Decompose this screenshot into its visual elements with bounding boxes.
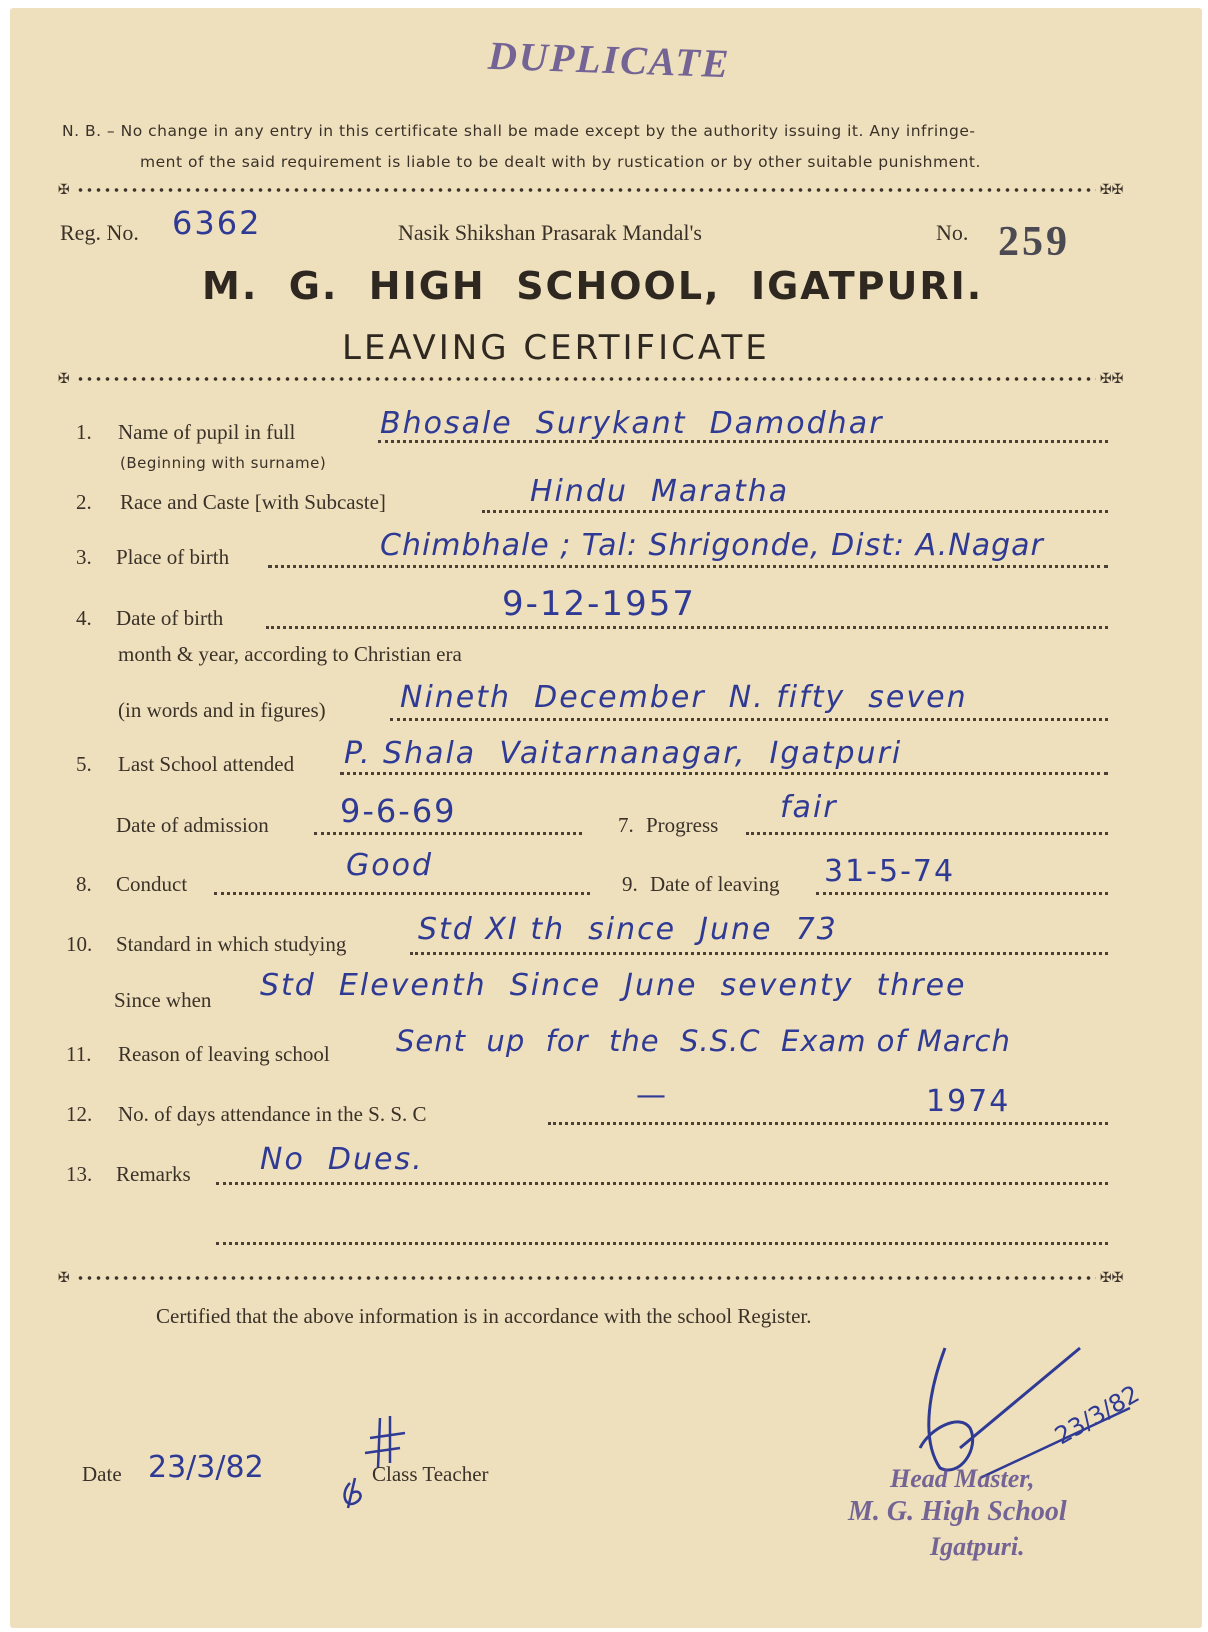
certificate-title: LEAVING CERTIFICATE bbox=[342, 328, 770, 368]
field-7-line bbox=[746, 832, 1108, 835]
field-6-label: Date of admission bbox=[116, 813, 269, 837]
ornament-rule-mid bbox=[76, 375, 1096, 383]
field-10-since-value: Std Eleventh Since June seventy three bbox=[260, 968, 967, 1003]
field-12-year: 1974 bbox=[926, 1084, 1011, 1119]
field-9-value: 31-5-74 bbox=[824, 854, 956, 889]
field-5-label: Last School attended bbox=[118, 752, 295, 776]
field-4-words-line bbox=[390, 718, 1108, 721]
field-8-value: Good bbox=[346, 848, 433, 883]
field-9-label: Date of leaving bbox=[650, 872, 780, 896]
field-10-line bbox=[410, 952, 1108, 955]
field-5-number: 5. bbox=[76, 752, 92, 776]
field-3-label: Place of birth bbox=[116, 545, 230, 569]
field-11-label: Reason of leaving school bbox=[118, 1042, 330, 1066]
field-3-number: 3. bbox=[76, 545, 92, 569]
duplicate-stamp: DUPLICATE bbox=[487, 32, 732, 87]
field-1-number: 1. bbox=[76, 420, 92, 444]
field-8-line bbox=[214, 892, 590, 895]
certification-statement: Certified that the above information is in accordance with the school Register. bbox=[156, 1304, 812, 1328]
field-10-label: Standard in which studying bbox=[116, 932, 347, 956]
field-13-line bbox=[216, 1182, 1108, 1185]
field-12-line bbox=[548, 1122, 1108, 1125]
nb-line-1: N. B. – No change in any entry in this certificate shall be made except by the authority issuing it. Any infringe- bbox=[62, 122, 976, 140]
field-13-value: No Dues. bbox=[260, 1142, 424, 1177]
remarks-extra-line bbox=[216, 1242, 1108, 1245]
field-4-label: Date of birth bbox=[116, 606, 224, 630]
field-12-value: — bbox=[636, 1078, 668, 1113]
stamp-head-master: Head Master, bbox=[890, 1464, 1035, 1493]
cert-no-value: 259 bbox=[998, 219, 1070, 265]
field-5-line bbox=[340, 772, 1108, 775]
head-master-date: 23/3/82 bbox=[1050, 1379, 1145, 1451]
school-name: M. G. HIGH SCHOOL, IGATPURI. bbox=[202, 264, 984, 308]
stamp-school-name: M. G. High School bbox=[848, 1496, 1067, 1527]
field-4-line bbox=[266, 626, 1108, 629]
field-4-words: Nineth December N. fifty seven bbox=[400, 680, 968, 715]
class-teacher-label: Class Teacher bbox=[372, 1462, 489, 1486]
mandal-name: Nasik Shikshan Prasarak Mandal's bbox=[398, 220, 702, 245]
field-8-number: 8. bbox=[76, 872, 92, 896]
field-9-number: 9. bbox=[622, 872, 638, 896]
ornament-cross-icon: ✠✠ bbox=[1100, 182, 1124, 198]
ornament-cross-icon: ✠ bbox=[58, 1270, 70, 1286]
field-1-value: Bhosale Surykant Damodhar bbox=[380, 406, 884, 441]
field-2-number: 2. bbox=[76, 490, 92, 514]
certificate-page bbox=[10, 8, 1202, 1628]
date-label: Date bbox=[82, 1462, 122, 1486]
reg-no-value: 6362 bbox=[172, 204, 262, 242]
ornament-cross-icon: ✠✠ bbox=[1100, 371, 1124, 387]
ornament-cross-icon: ✠✠ bbox=[1100, 1270, 1124, 1286]
field-7-number: 7. bbox=[618, 813, 634, 837]
field-2-label: Race and Caste [with Subcaste] bbox=[120, 490, 386, 514]
field-4-number: 4. bbox=[76, 606, 92, 630]
stamp-place: Igatpuri. bbox=[930, 1532, 1025, 1561]
field-1-label: Name of pupil in full bbox=[118, 420, 296, 444]
field-1-sublabel: (Beginning with surname) bbox=[120, 454, 327, 472]
field-10-since-label: Since when bbox=[114, 988, 212, 1012]
field-3-line bbox=[268, 565, 1108, 568]
field-6-line bbox=[314, 832, 582, 835]
field-4-line2: month & year, according to Christian era bbox=[118, 642, 462, 666]
nb-line-2: ment of the said requirement is liable to be dealt with by rustication or by other suitable punishment. bbox=[140, 153, 981, 171]
field-13-number: 13. bbox=[66, 1162, 93, 1186]
field-9-line bbox=[816, 892, 1108, 895]
field-8-label: Conduct bbox=[116, 872, 188, 896]
ornament-cross-icon: ✠ bbox=[58, 371, 70, 387]
field-10-value: Std XI th since June 73 bbox=[418, 912, 838, 947]
field-13-label: Remarks bbox=[116, 1162, 191, 1186]
field-7-label: Progress bbox=[646, 813, 719, 837]
field-3-value: Chimbhale ; Tal: Shrigonde, Dist: A.Nagar bbox=[380, 528, 1044, 563]
field-11-number: 11. bbox=[66, 1042, 92, 1066]
field-6-value: 9-6-69 bbox=[340, 792, 457, 830]
field-4-line3: (in words and in figures) bbox=[118, 698, 326, 722]
ornament-rule-top bbox=[76, 186, 1096, 194]
field-12-label: No. of days attendance in the S. S. C bbox=[118, 1102, 427, 1126]
reg-no-label: Reg. No. bbox=[60, 220, 139, 245]
field-7-value: fair bbox=[780, 790, 838, 825]
field-2-line bbox=[482, 510, 1108, 513]
ornament-cross-icon: ✠ bbox=[58, 182, 70, 198]
field-10-number: 10. bbox=[66, 932, 93, 956]
field-4-value: 9-12-1957 bbox=[502, 584, 696, 624]
field-5-value: P. Shala Vaitarnanagar, Igatpuri bbox=[344, 736, 903, 771]
ornament-rule-bottom bbox=[76, 1274, 1096, 1282]
field-12-number: 12. bbox=[66, 1102, 93, 1126]
field-11-value: Sent up for the S.S.C Exam of March bbox=[396, 1024, 1011, 1058]
date-value: 23/3/82 bbox=[148, 1450, 264, 1485]
field-2-value: Hindu Maratha bbox=[530, 474, 790, 509]
cert-no-label: No. bbox=[936, 220, 969, 245]
